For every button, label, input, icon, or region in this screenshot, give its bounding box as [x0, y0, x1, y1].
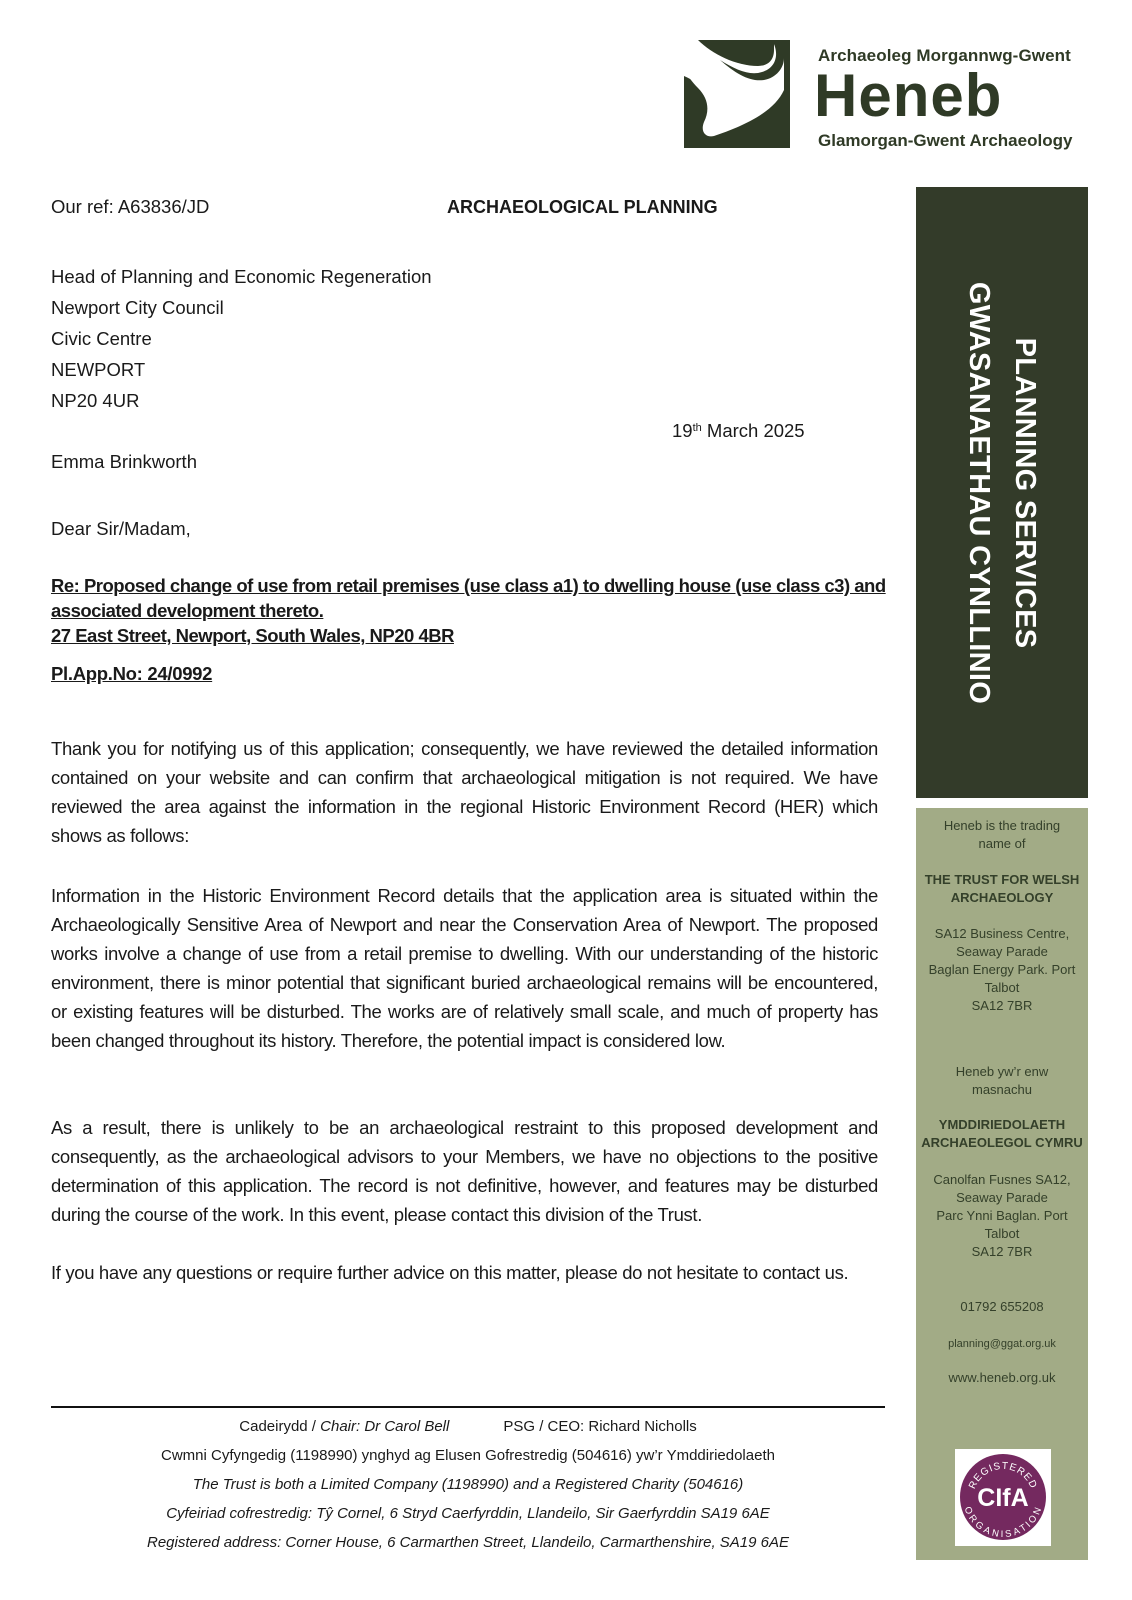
address-welsh: [916, 1171, 1088, 1261]
sidebar-text: Baglan Energy Park. Port: [928, 962, 1076, 977]
planning-services-banner: [916, 187, 1088, 798]
company-welsh: Cwmni Cyfyngedig (1198990) ynghyd ag Elusen Gofrestredig (504616) yw’r Ymddiriedolaeth: [161, 1447, 775, 1464]
sidebar-text: Talbot: [984, 1226, 1020, 1241]
sidebar-text: YMDDIRIEDOLAETH: [938, 1117, 1066, 1132]
sidebar-text: Heneb is the trading: [943, 818, 1061, 833]
address-line: NEWPORT: [51, 359, 146, 380]
date-suffix: th: [692, 422, 702, 434]
subject-line: associated development thereto.: [51, 600, 324, 621]
banner-text: [956, 281, 1048, 703]
cifa-registered-organisation-icon: [955, 1449, 1051, 1546]
chair-english: Chair: Dr Carol Bell: [320, 1418, 450, 1435]
address-english: [916, 925, 1088, 1015]
footer-divider: [51, 1406, 885, 1408]
heneb-logo-icon: [684, 40, 790, 148]
sidebar-text: Parc Ynni Baglan. Port: [936, 1208, 1068, 1223]
email-link[interactable]: planning@ggat.org.uk: [948, 1338, 1056, 1350]
banner-line-english: PLANNING SERVICES: [1009, 337, 1041, 648]
letter-heading: ARCHAEOLOGICAL PLANNING: [447, 197, 718, 217]
badge-center: CIfA: [977, 1484, 1029, 1512]
body-paragraph: As a result, there is unlikely to be an archaeological restraint to this proposed development and consequently, as the archaeological advisors to your Members, we have no objections to the positive determination of this application. The record is not definitive, however, and features may be disturbed during the course of the work. In this event, please contact this division of the Trust.: [51, 1117, 878, 1225]
sidebar-text: Seaway Parade: [956, 1190, 1048, 1205]
trading-name-welsh: [916, 1063, 1088, 1099]
registered-address-english: Registered address: Corner House, 6 Carmarthen Street, Llandeilo, Carmarthenshire, SA19 6AE: [147, 1534, 789, 1551]
trust-name-welsh: [916, 1116, 1088, 1152]
application-number: Pl.App.No: 24/0992: [51, 663, 213, 684]
sidebar-text: ARCHAEOLOGY: [950, 890, 1054, 905]
company-english: The Trust is both a Limited Company (1198990) and a Registered Charity (504616): [192, 1476, 744, 1493]
chair-welsh: Cadeirydd /: [239, 1418, 321, 1435]
sidebar-text: masnachu: [972, 1082, 1032, 1097]
sidebar-text: SA12 7BR: [971, 1244, 1033, 1259]
body-paragraph: If you have any questions or require further advice on this matter, please do not hesitate to contact us.: [51, 1262, 849, 1283]
subject-line: Re: Proposed change of use from retail premises (use class a1) to dwelling house (use class c3) and: [51, 575, 886, 596]
trading-name-english: [916, 817, 1088, 853]
body-paragraph: Thank you for notifying us of this application; consequently, we have reviewed the detailed information contained on your website and can confirm that archaeological mitigation is not required. We have reviewed the area against the information in the regional Historic Environment Record (HER) which shows as follows:: [51, 738, 878, 846]
website-link[interactable]: www.heneb.org.uk: [948, 1370, 1056, 1385]
contact-sidebar: [916, 808, 1088, 1560]
subject-site-address: 27 East Street, Newport, South Wales, NP20 4BR: [51, 625, 454, 646]
sidebar-text: Talbot: [984, 980, 1020, 995]
sidebar-text: SA12 Business Centre,: [934, 926, 1070, 941]
sidebar-text: Canolfan Fusnes SA12,: [933, 1172, 1071, 1187]
footer-officers: [51, 1416, 885, 1445]
sidebar-text: ARCHAEOLEGOL CYMRU: [921, 1135, 1083, 1150]
letter-date: [672, 420, 805, 442]
registered-address-welsh: Cyfeiriad cofrestredig: Tŷ Cornel, 6 Stryd Caerfyrddin, Llandeilo, Sir Gaerfyrddin SA19 6AE: [166, 1505, 770, 1522]
recipient-name: Emma Brinkworth: [51, 451, 197, 472]
date-day: 19: [672, 420, 693, 441]
address-line: Head of Planning and Economic Regeneration: [51, 266, 432, 287]
address-line: Newport City Council: [51, 297, 224, 318]
cifa-badge: [955, 1449, 1051, 1546]
subject-block: [51, 573, 901, 648]
badge-arc-top: REGISTERED: [967, 1460, 1039, 1491]
badge-arc-bottom: ORGANISATION: [961, 1505, 1045, 1541]
phone-number: 01792 655208: [960, 1299, 1044, 1314]
address-line: Civic Centre: [51, 328, 152, 349]
logo-brand-name: Heneb: [814, 62, 1003, 129]
sidebar-text: name of: [978, 836, 1026, 851]
date-month-year: March 2025: [701, 420, 805, 441]
sidebar-text: Seaway Parade: [956, 944, 1048, 959]
logo-english-name: Glamorgan-Gwent Archaeology: [818, 131, 1073, 150]
body-paragraph: Information in the Historic Environment Record details that the application area is situated within the Archaeologically Sensitive Area of Newport and near the Conservation Area of Newport. The proposed works involve a change of use from a retail premise to dwelling. With our understanding of the historic environment, there is minor potential that significant buried archaeological remains will be encountered, or existing features will be disturbed. The works are of relatively small scale, and much of property has been changed throughout its history. Therefore, the potential impact is considered low.: [51, 885, 878, 1051]
sidebar-text: Heneb yw’r enw: [955, 1064, 1049, 1079]
trust-name-english: [916, 871, 1088, 907]
footer: [51, 1416, 885, 1561]
ceo: PSG / CEO: Richard Nicholls: [503, 1418, 697, 1435]
sidebar-text: THE TRUST FOR WELSH: [924, 872, 1080, 887]
logo-welsh-name: Archaeoleg Morgannwg-Gwent: [818, 46, 1071, 65]
sidebar-text: SA12 7BR: [971, 998, 1033, 1013]
banner-line-welsh: GWASANAETHAU CYNLLINIO: [963, 281, 995, 704]
our-reference: Our ref: A63836/JD: [51, 196, 210, 217]
recipient-address: [51, 266, 432, 421]
salutation: Dear Sir/Madam,: [51, 518, 191, 539]
address-line: NP20 4UR: [51, 390, 140, 411]
